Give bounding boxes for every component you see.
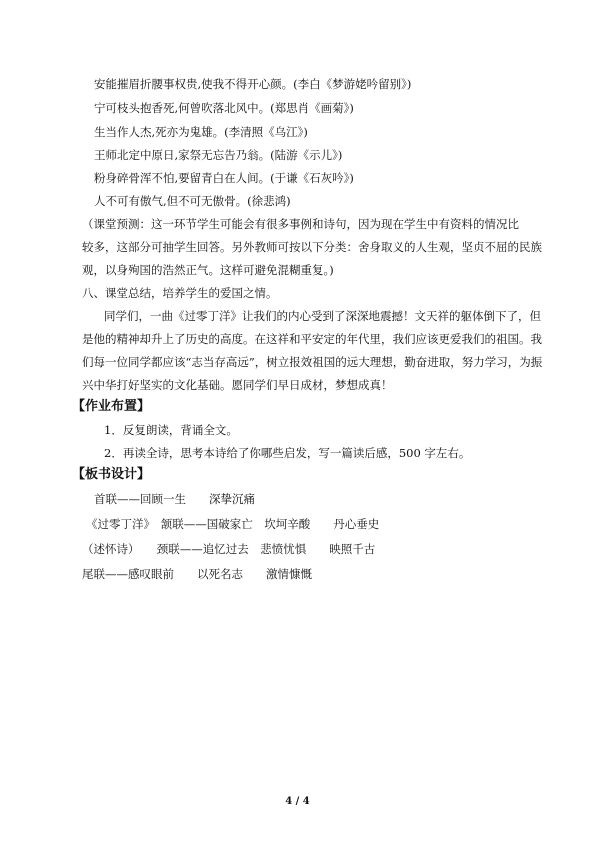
page-number: 4 / 4 — [285, 796, 310, 807]
section-title: 八、课堂总结，培养学生的爱国之情。 — [82, 286, 278, 300]
board-line: （述怀诗） 颈联——追忆过去 悲愤忧惧 映照千古 — [82, 542, 376, 556]
summary-line: 兴中华打好坚实的文化基础。愿同学们早日成材，梦想成真！ — [82, 378, 393, 392]
poem-line: 人不可有傲气,但不可无傲骨。(徐悲鸿) — [94, 194, 291, 208]
prediction-line: （课堂预测：这一环节学生可能会有很多事例和诗句，因为现在学生中有资料的情况比 — [82, 217, 519, 231]
poem-line: 王师北定中原日,家祭无忘告乃翁。(陆游《示儿》) — [94, 148, 343, 162]
homework-item: 1．反复朗读，背诵全文。 — [104, 423, 238, 437]
homework-item: 2．再读全诗，思考本诗给了你哪些启发，写一篇读后感，500 字左右。 — [104, 446, 471, 460]
board-heading: 【板书设计】 — [72, 467, 151, 482]
board-line: 《过零丁洋》 颔联——国破家亡 坎坷辛酸 丹心垂史 — [86, 517, 380, 531]
summary-line: 们每一位同学都应该“志当存高远”，树立报效祖国的远大理想，勤奋进取，努力学习，为振 — [82, 355, 543, 369]
summary-line: 是他的精神却升上了历史的高度。在这祥和平安定的年代里，我们应该更爱我们的祖国。我 — [82, 332, 542, 346]
prediction-line: 观，以身殉国的浩然正气。这样可避免混糊重复。) — [82, 263, 334, 277]
board-line: 首联——回顾一生 深挚沉痛 — [94, 492, 255, 506]
poem-line: 粉身碎骨浑不怕,要留青白在人间。(于谦《石灰吟》) — [94, 171, 354, 185]
prediction-line: 较多，这部分可抽学生回答。另外教师可按以下分类：舍身取义的人生观，坚贞不屈的民族 — [82, 240, 542, 254]
board-line: 尾联——感叹眼前 以死名志 激情慷慨 — [82, 567, 312, 581]
poem-line: 宁可枝头抱香死,何曾吹落北风中。(郑思肖《画菊》) — [94, 101, 354, 115]
poem-line: 安能摧眉折腰事权贵,使我不得开心颜。(李白《梦游姥吟留别》) — [94, 77, 412, 91]
summary-line: 同学们，一曲《过零丁洋》让我们的内心受到了深深地震撼！文天祥的躯体倒下了，但 — [104, 309, 541, 323]
poem-line: 生当作人杰,死亦为鬼雄。(李清照《乌江》) — [94, 125, 308, 139]
homework-heading: 【作业布置】 — [72, 399, 151, 414]
